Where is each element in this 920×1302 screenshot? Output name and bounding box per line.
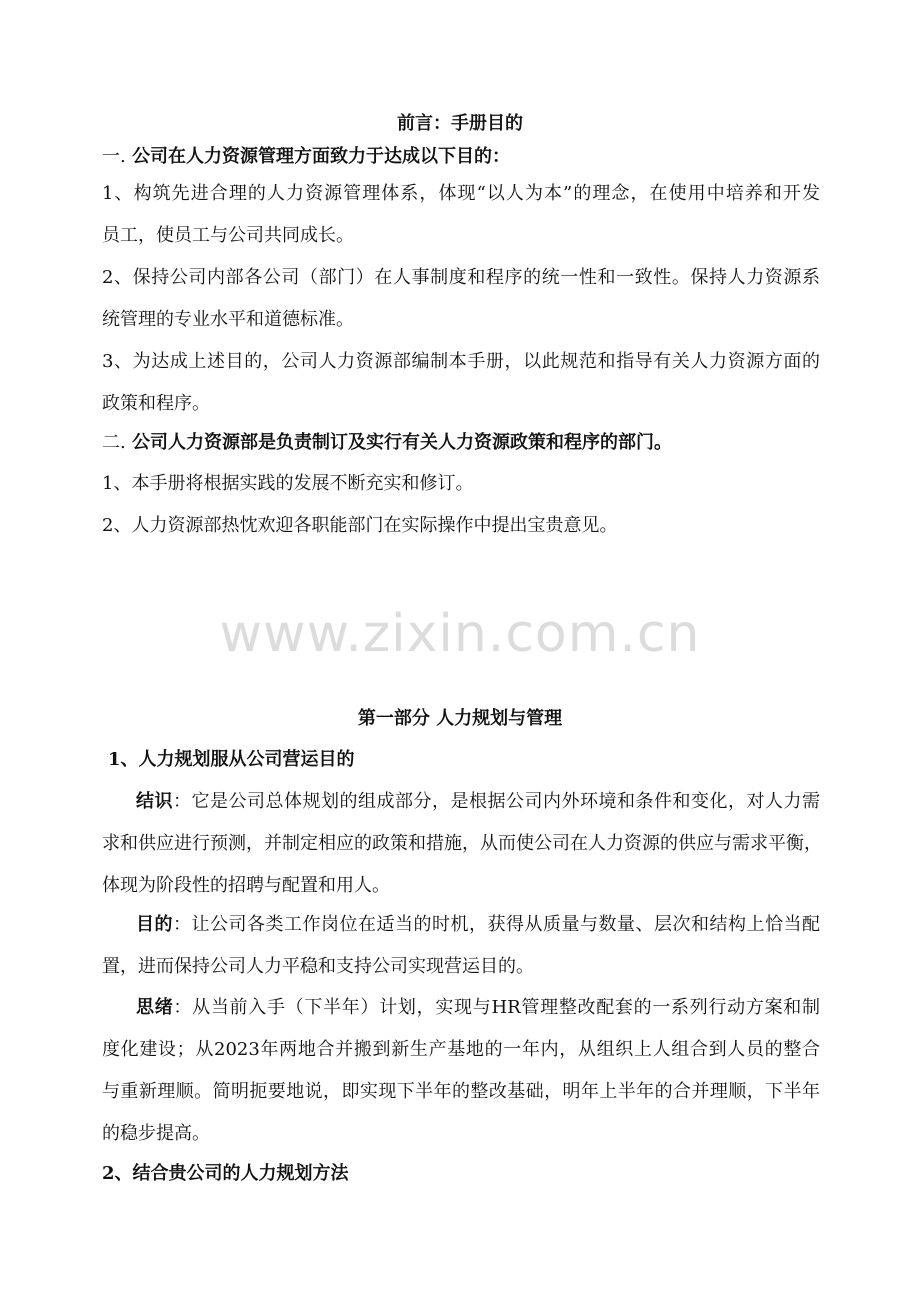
knowledge-line-2: 求和供应进行预测，并制定相应的政策和措施，从而使公司在人力资源的供应与需求平衡，	[102, 833, 822, 854]
section-1-item-1-line-1: 1、构筑先进合理的人力资源管理体系，体现“以人为本”的理念，在使用中培养和开发	[102, 183, 820, 204]
section-2-heading-text: 公司人力资源部是负责制订及实行有关人力资源政策和程序的部门。	[132, 432, 673, 453]
section-1-item-2-line-1: 2、保持公司内部各公司（部门）在人事制度和程序的统一性和一致性。保持人力资源系	[102, 267, 820, 288]
thinking-text-1: ：从当前入手（下半年）计划，实现与HR管理整改配套的一系列行动方案和制	[173, 997, 821, 1018]
section-1-item-3-line-2: 政策和程序。	[102, 393, 210, 414]
knowledge-line-3: 体现为阶段性的招聘与配置和用人。	[102, 875, 390, 896]
section-2-heading	[102, 431, 820, 455]
knowledge-line-1	[136, 790, 820, 814]
thinking-line-1	[136, 996, 820, 1020]
section-1-item-3-line-1: 3、为达成上述目的，公司人力资源部编制本手册，以此规范和指导有关人力资源方面的	[102, 351, 820, 372]
knowledge-text-1: ：它是公司总体规划的组成部分，是根据公司内外环境和条件和变化，对人力需	[173, 791, 820, 812]
part-1-heading-1: 1、人力规划服从公司营运目的	[108, 749, 355, 770]
purpose-label: 目的	[136, 914, 173, 935]
purpose-line-1	[136, 913, 820, 937]
thinking-line-4: 的稳步提高。	[102, 1123, 210, 1144]
part-1-title: 第一部分 人力规划与管理	[357, 708, 563, 729]
watermark: www.zixin.com.cn	[219, 604, 701, 664]
section-2-number: 二.	[102, 432, 126, 453]
purpose-text-1: ：让公司各类工作岗位在适当的时机，获得从质量与数量、层次和结构上恰当配	[173, 914, 820, 935]
section-1-heading	[102, 145, 820, 169]
section-1-item-2-line-2: 统管理的专业水平和道德标准。	[102, 309, 354, 330]
thinking-line-3: 与重新理顺。简明扼要地说，即实现下半年的整改基础，明年上半年的合并理顺，下半年	[102, 1081, 820, 1102]
thinking-line-2: 度化建设；从2023年两地合并搬到新生产基地的一年内，从组织上人组合到人员的整合	[102, 1039, 820, 1060]
section-2-item-1: 1、本手册将根据实践的发展不断充实和修订。	[102, 473, 474, 494]
section-1-heading-text: 公司在人力资源管理方面致力于达成以下目的：	[132, 146, 511, 167]
part-1-heading-2: 2、结合贵公司的人力规划方法	[102, 1163, 349, 1184]
preface-title: 前言：手册目的	[397, 113, 523, 134]
section-1-number: 一.	[102, 146, 126, 167]
thinking-label: 思绪	[136, 997, 174, 1018]
section-2-item-2: 2、人力资源部热忱欢迎各职能部门在实际操作中提出宝贵意见。	[102, 515, 618, 536]
purpose-line-2: 置，进而保持公司人力平稳和支持公司实现营运目的。	[102, 956, 534, 977]
knowledge-label: 结识	[136, 791, 173, 812]
section-1-item-1-line-2: 员工，使员工与公司共同成长。	[102, 225, 354, 246]
